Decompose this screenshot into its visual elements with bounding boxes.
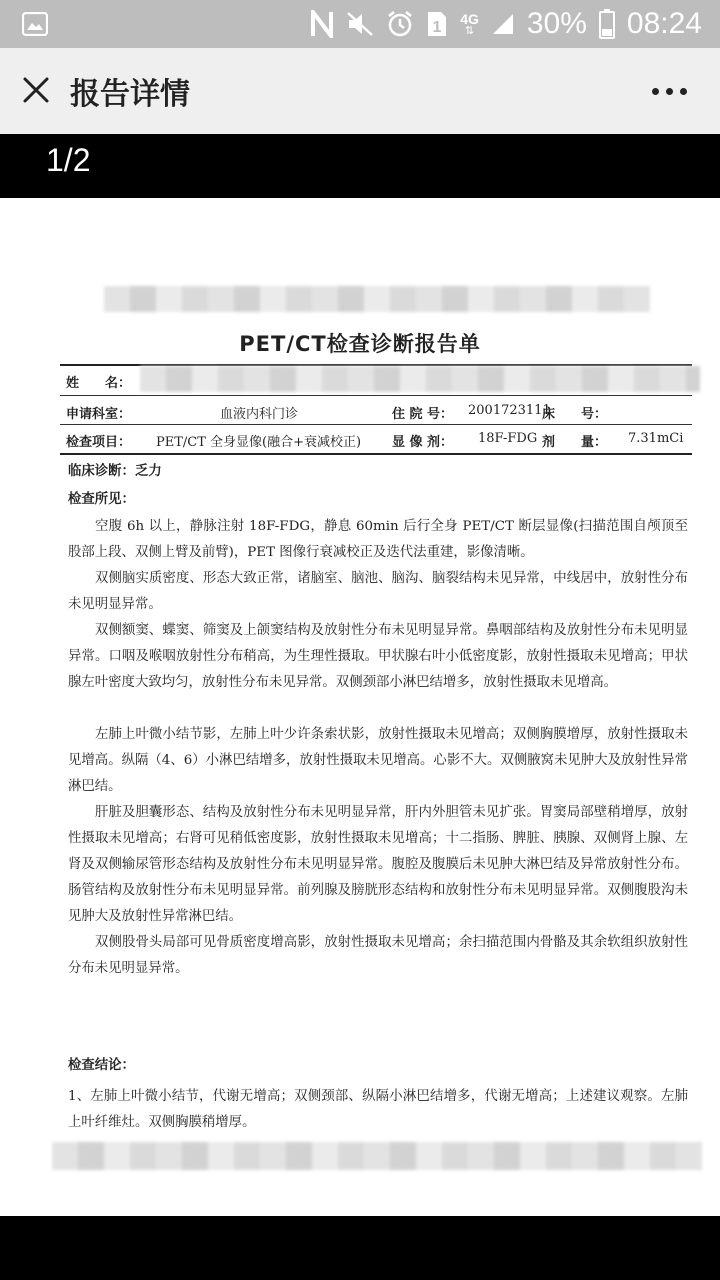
findings-paragraph: 双侧脑实质密度、形态大致正常，诸脑室、脑池、脑沟、脑裂结构未见异常，中线居中，放射性分布未见明显异常。	[68, 571, 688, 612]
clinical-value: 乏力	[134, 464, 162, 479]
page-indicator: 1/2	[46, 142, 91, 178]
exam-label: 检查项目：	[66, 435, 132, 450]
report-page[interactable]	[0, 198, 720, 1216]
bed-label: 床 号：	[542, 407, 608, 422]
close-icon[interactable]	[14, 68, 58, 112]
battery-icon	[599, 9, 615, 39]
agent-value: 18F-FDG	[478, 431, 538, 446]
svg-text:1: 1	[432, 19, 442, 36]
inpatient-label: 住 院 号：	[392, 407, 454, 422]
signal-icon	[491, 9, 515, 39]
dept-label: 申请科室：	[66, 407, 132, 422]
inpatient-value: 2001723111	[468, 403, 551, 418]
footer-redacted	[52, 1142, 702, 1170]
report-title: PET/CT检查诊断报告单	[239, 332, 481, 356]
findings-paragraph: 空腹 6h 以上，静脉注射 18F-FDG，静息 60min 后行全身 PET/CT 断层显像(扫描范围自颅顶至股部上段、双侧上臂及前臂)，PET 图像行衰减校正及迭代法重建，影像清晰。	[68, 519, 688, 560]
conclusion-text: 1、左肺上叶微小结节，代谢无增高；双侧颈部、纵隔小淋巴结增多，代谢无增高；上述建议观察。左肺上叶纤维灶。双侧胸膜稍增厚。	[68, 1089, 688, 1130]
status-bar	[0, 0, 720, 48]
nfc-icon	[310, 9, 334, 39]
sim-icon	[426, 9, 448, 39]
conclusion-label: 检查结论：	[68, 1058, 135, 1073]
exam-value: PET/CT 全身显像(融合+衰减校正)	[156, 435, 362, 450]
viewer-bottom-bar	[0, 1216, 720, 1280]
hospital-name-redacted	[104, 286, 650, 312]
dept-value: 血液内科门诊	[220, 407, 299, 422]
findings-paragraph: 双侧额窦、蝶窦、筛窦及上颌窦结构及放射性分布未见明显异常。鼻咽部结构及放射性分布未见明显异常。口咽及喉咽放射性分布稍高，为生理性摄取。甲状腺右叶小低密度影，放射性摄取未见增高；甲状腺左叶密度大致均匀，放射性分布未见异常。双侧颈部小淋巴结增多，放射性摄取未见增高。	[68, 623, 688, 690]
page-title: 报告详情	[70, 77, 190, 112]
dose-label: 剂 量：	[542, 435, 608, 450]
divider	[60, 424, 692, 425]
findings-label: 检查所见：	[68, 492, 135, 507]
gallery-icon	[22, 12, 48, 36]
clinical-diagnosis	[68, 460, 162, 479]
battery-percent: 30%	[526, 7, 587, 40]
findings-paragraph: 双侧股骨头局部可见骨质密度增高影，放射性摄取未见增高；余扫描范围内骨骼及其余软组织放射性分布未见明显异常。	[68, 935, 688, 976]
agent-label: 显 像 剂：	[392, 435, 454, 450]
clock: 08:24	[626, 7, 702, 40]
more-icon[interactable]	[644, 76, 694, 106]
network-4g-icon	[460, 9, 479, 39]
name-label: 姓 名：	[66, 376, 132, 391]
app-header	[0, 48, 720, 134]
data-arrows-icon: ⇅	[464, 24, 475, 37]
clinical-label: 临床诊断：	[68, 464, 135, 479]
alarm-icon	[386, 9, 414, 39]
divider	[60, 453, 692, 455]
name-redacted	[140, 366, 700, 392]
divider	[60, 395, 692, 396]
findings-paragraph: 肝脏及胆囊形态、结构及放射性分布未见明显异常，肝内外胆管未见扩张。胃窦局部壁稍增厚，放射性摄取未见增高；右肾可见稍低密度影，放射性摄取未见增高；十二指肠、脾脏、胰腺、双侧肾上腺、左肾及双侧输尿管形态结构及放射性分布未见明显异常。腹腔及腹膜后未见肿大淋巴结及异常放射性分布。肠管结构及放射性分布未见明显异常。前列腺及膀胱形态结构和放射性分布未见明显异常。双侧腹股沟未见肿大及放射性异常淋巴结。	[68, 805, 688, 924]
network-label: 4G	[460, 10, 479, 27]
dose-value: 7.31mCi	[628, 431, 684, 446]
mute-icon	[346, 9, 374, 39]
findings-paragraph: 左肺上叶微小结节影，左肺上叶少许条索状影，放射性摄取未见增高；双侧胸膜增厚，放射性摄取未见增高。纵隔（4、6）小淋巴结增多，放射性摄取未见增高。心影不大。双侧腋窝未见肿大及放射性异常淋巴结。	[68, 727, 688, 794]
viewer-top-bar	[0, 134, 720, 198]
